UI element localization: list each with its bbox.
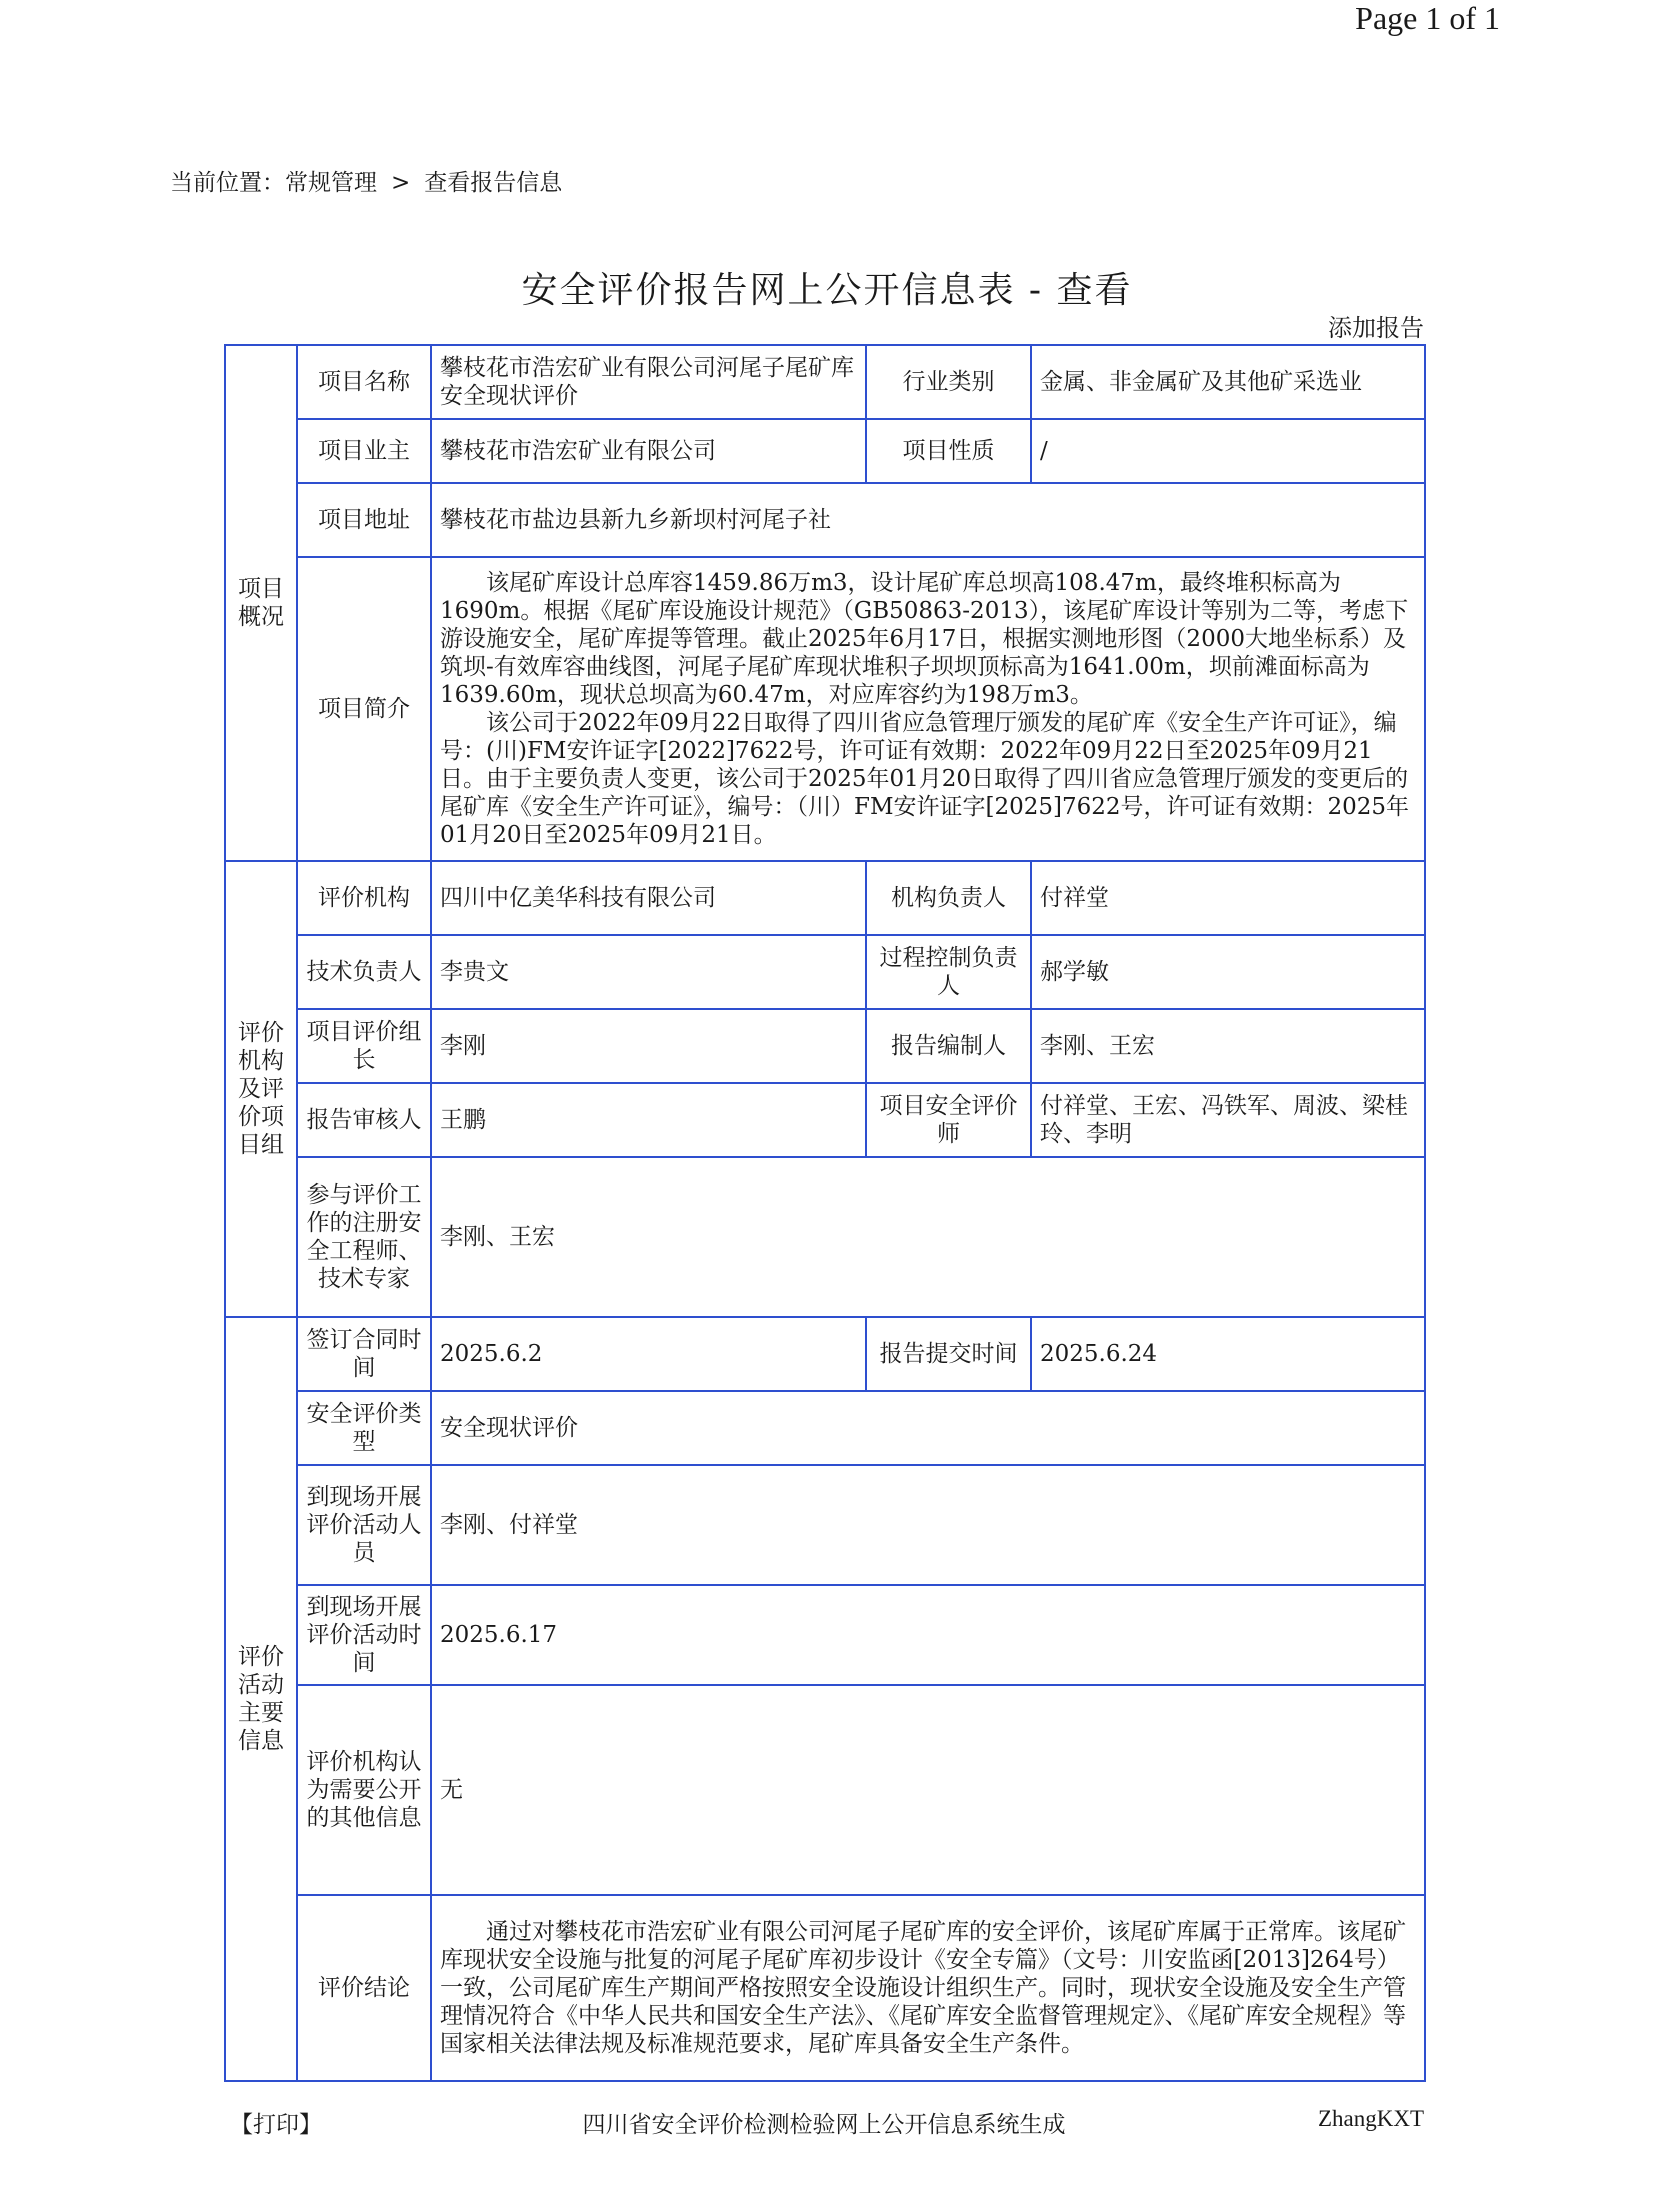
info-table — [224, 344, 1426, 2082]
row-address — [225, 483, 1425, 557]
tech-head-value: 李贵文 — [431, 935, 866, 1009]
site-staff-label: 到现场开展评价活动人员 — [297, 1465, 431, 1585]
project-name-value: 攀枝花市浩宏矿业有限公司河尾子尾矿库安全现状评价 — [431, 345, 866, 419]
contract-date-value: 2025.6.2 — [431, 1317, 866, 1391]
owner-value: 攀枝花市浩宏矿业有限公司 — [431, 419, 866, 483]
print-link[interactable]: 【打印】 — [230, 2112, 322, 2138]
conclusion-value — [431, 1895, 1425, 2081]
industry-value: 金属、非金属矿及其他矿采选业 — [1031, 345, 1425, 419]
contract-date-label: 签订合同时间 — [297, 1317, 431, 1391]
report-author-label: 报告编制人 — [866, 1009, 1031, 1083]
team-leader-value: 李刚 — [431, 1009, 866, 1083]
address-label: 项目地址 — [297, 483, 431, 557]
site-date-value: 2025.6.17 — [431, 1585, 1425, 1685]
submit-date-label: 报告提交时间 — [866, 1317, 1031, 1391]
conclusion-paragraph: 通过对攀枝花市浩宏矿业有限公司河尾子尾矿库的安全评价，该尾矿库属于正常库。该尾矿库现状安全设施与批复的河尾子尾矿库初步设计《安全专篇》（文号：川安监函[2013]264号）一致，公司尾矿库生产期间严格按照安全设施设计组织生产。同时，现状安全设施及安全生产管理情况符合《中华人民共和国安全生产法》、《尾矿库安全监督管理规定》、《尾矿库安全规程》等国家相关法律法规及标准规范要求，尾矿库具备安全生产条件。 — [440, 1919, 1406, 2057]
engineers-label: 参与评价工作的注册安全工程师、技术专家 — [297, 1157, 431, 1317]
address-value: 攀枝花市盐边县新九乡新坝村河尾子社 — [431, 483, 1425, 557]
breadcrumb-current: 查看报告信息 — [424, 170, 563, 196]
engineers-value: 李刚、王宏 — [431, 1157, 1425, 1317]
breadcrumb-separator: > — [391, 170, 411, 196]
reviewer-label: 报告审核人 — [297, 1083, 431, 1157]
row-agency — [225, 861, 1425, 935]
eval-type-label: 安全评价类型 — [297, 1391, 431, 1465]
agency-head-label: 机构负责人 — [866, 861, 1031, 935]
row-conclusion — [225, 1895, 1425, 2081]
eval-type-value: 安全现状评价 — [431, 1391, 1425, 1465]
row-engineers — [225, 1157, 1425, 1317]
row-other-info — [225, 1685, 1425, 1895]
breadcrumb-prefix: 当前位置：常规管理 — [170, 170, 377, 196]
submit-date-value: 2025.6.24 — [1031, 1317, 1425, 1391]
other-info-label: 评价机构认为需要公开的其他信息 — [297, 1685, 431, 1895]
intro-label: 项目简介 — [297, 557, 431, 861]
section-org-label: 评价机构及评价项目组 — [225, 861, 297, 1317]
row-site-staff — [225, 1465, 1425, 1585]
nature-label: 项目性质 — [866, 419, 1031, 483]
site-staff-value: 李刚、付祥堂 — [431, 1465, 1425, 1585]
row-contract-date — [225, 1317, 1425, 1391]
page-indicator: Page 1 of 1 — [1355, 0, 1500, 36]
agency-value: 四川中亿美华科技有限公司 — [431, 861, 866, 935]
owner-label: 项目业主 — [297, 419, 431, 483]
footer — [224, 2106, 1424, 2140]
evaluators-value: 付祥堂、王宏、冯铁军、周波、梁桂玲、李明 — [1031, 1083, 1425, 1157]
agency-label: 评价机构 — [297, 861, 431, 935]
process-head-label: 过程控制负责人 — [866, 935, 1031, 1009]
project-name-label: 项目名称 — [297, 345, 431, 419]
row-reviewer — [225, 1083, 1425, 1157]
breadcrumb — [170, 164, 562, 197]
conclusion-label: 评价结论 — [297, 1895, 431, 2081]
row-eval-type — [225, 1391, 1425, 1465]
generated-by: 四川省安全评价检测检验网上公开信息系统生成 — [582, 2112, 1066, 2138]
section-overview-label: 项目概况 — [225, 345, 297, 861]
team-leader-label: 项目评价组长 — [297, 1009, 431, 1083]
process-head-value: 郝学敏 — [1031, 935, 1425, 1009]
agency-head-value: 付祥堂 — [1031, 861, 1425, 935]
page-title: 安全评价报告网上公开信息表 - 查看 — [521, 270, 1133, 311]
user-name: ZhangKXT — [1317, 2106, 1424, 2131]
row-project-name — [225, 345, 1425, 419]
row-owner — [225, 419, 1425, 483]
row-tech-head — [225, 935, 1425, 1009]
nature-value: / — [1031, 419, 1425, 483]
row-site-date — [225, 1585, 1425, 1685]
intro-value — [431, 557, 1425, 861]
add-report-link[interactable]: 添加报告 — [1328, 314, 1424, 342]
tech-head-label: 技术负责人 — [297, 935, 431, 1009]
section-activity-label: 评价活动主要信息 — [225, 1317, 297, 2081]
row-team-leader — [225, 1009, 1425, 1083]
other-info-value: 无 — [431, 1685, 1425, 1895]
report-author-value: 李刚、王宏 — [1031, 1009, 1425, 1083]
industry-label: 行业类别 — [866, 345, 1031, 419]
reviewer-value: 王鹏 — [431, 1083, 866, 1157]
evaluators-label: 项目安全评价师 — [866, 1083, 1031, 1157]
site-date-label: 到现场开展评价活动时间 — [297, 1585, 431, 1685]
row-intro — [225, 557, 1425, 861]
intro-paragraph: 该尾矿库设计总库容1459.86万m3，设计尾矿库总坝高108.47m，最终堆积标高为1690m。根据《尾矿库设施设计规范》（GB50863-2013），该尾矿库设计等别为二等，考虑下游设施安全，尾矿库提等管理。截止2025年6月17日，根据实测地形图（2000大地坐标系）及筑坝-有效库容曲线图，河尾子尾矿库现状堆积子坝坝顶标高为1641.00m，坝前滩面标高为1639.60m，现状总坝高为60.47m，对应库容约为198万m3。 — [440, 570, 1409, 708]
intro-paragraph: 该公司于2022年09月22日取得了四川省应急管理厅颁发的尾矿库《安全生产许可证》，编号：(川)FM安许证字[2022]7622号，许可证有效期：2022年09月22日至2025年09月21日。由于主要负责人变更，该公司于2025年01月20日取得了四川省应急管理厅颁发的变更后的尾矿库《安全生产许可证》，编号：（川）FM安许证字[2025]7622号，许可证有效期：2025年01月20日至2025年09月21日。 — [440, 710, 1410, 848]
